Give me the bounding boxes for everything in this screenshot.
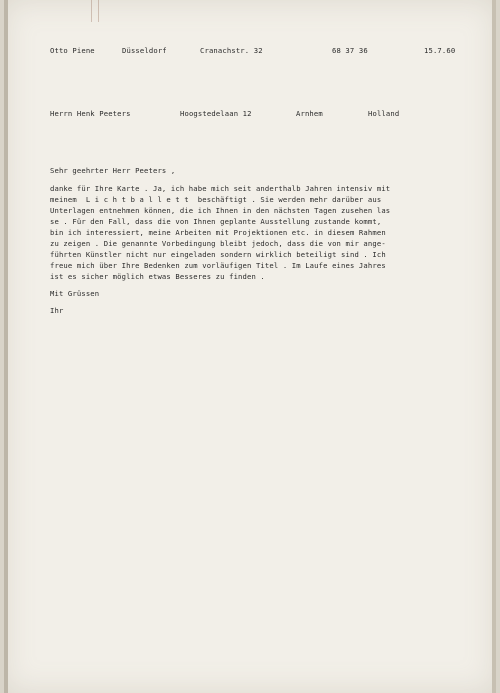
- signoff: Ihr: [50, 306, 64, 315]
- body-line: bin ich interessiert, meine Arbeiten mit Projektionen etc. in diesem Rahmen: [50, 228, 386, 237]
- sender-phone: 68 37 36: [332, 46, 368, 55]
- body-line: Unterlagen entnehmen können, die ich Ihnen in den nächsten Tagen zusehen las: [50, 206, 391, 215]
- recipient-city: Arnhem: [296, 109, 323, 118]
- sender-name: Otto Piene: [50, 46, 95, 55]
- sender-city: Düsseldorf: [122, 46, 167, 55]
- recipient-country: Holland: [368, 109, 400, 118]
- paper-edge-right: [492, 0, 496, 693]
- recipient-address: [50, 109, 430, 119]
- letter-body: [50, 184, 490, 294]
- sender-street: Cranachstr. 32: [200, 46, 263, 55]
- recipient-street: Hoogstedelaan 12: [180, 109, 252, 118]
- body-line: se . Für den Fall, dass die von Ihnen geplante Ausstellung zustande kommt,: [50, 217, 382, 226]
- body-line: ist es sicher möglich etwas Besseres zu finden .: [50, 272, 265, 281]
- letter-sheet: [4, 0, 496, 693]
- body-line: führten Künstler nicht nur eingeladen sondern wirklich beteiligt sind . Ich: [50, 250, 386, 259]
- body-line: danke für Ihre Karte . Ja, ich habe mich seit anderthalb Jahren intensiv mit: [50, 184, 391, 193]
- body-line: zu zeigen . Die genannte Vorbedingung bleibt jedoch, dass die von mir ange-: [50, 239, 386, 248]
- punch-mark: [91, 0, 99, 22]
- salutation: Sehr geehrter Herr Peeters ,: [50, 166, 176, 175]
- letter-date: 15.7.60: [424, 46, 456, 55]
- recipient-name: Herrn Henk Peeters: [50, 109, 131, 118]
- paper-edge-left: [4, 0, 8, 693]
- body-line: meinem L i c h t b a l l e t t beschäftigt . Sie werden mehr darüber aus: [50, 195, 382, 204]
- closing: Mit Grüssen: [50, 289, 100, 298]
- letterhead: [50, 46, 470, 56]
- body-line: freue mich über Ihre Bedenken zum vorläufigen Titel . Im Laufe eines Jahres: [50, 261, 386, 270]
